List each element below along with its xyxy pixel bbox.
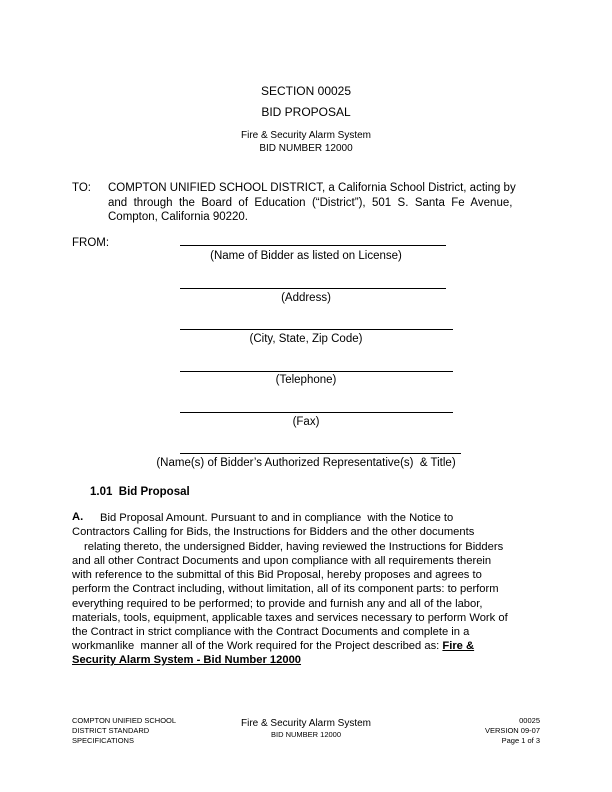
to-address-line-1: COMPTON UNIFIED SCHOOL DISTRICT, a California School District, acting by xyxy=(108,182,516,194)
footer-right xyxy=(440,716,540,746)
representative-line[interactable] xyxy=(180,453,461,454)
paragraph-line: Contractors Calling for Bids, the Instructions for Bidders and the other documents xyxy=(72,526,475,538)
footer-specifications: SPECIFICATIONS xyxy=(72,736,134,745)
footer-section: 00025 xyxy=(519,716,540,725)
fax-line[interactable] xyxy=(180,412,453,413)
footer-project: Fire & Security Alarm System xyxy=(240,718,372,729)
bidder-name-line[interactable] xyxy=(180,245,446,246)
telephone-caption: (Telephone) xyxy=(275,374,337,386)
section-heading: 1.01 Bid Proposal xyxy=(90,486,190,498)
paragraph-text: workmanlike manner all of the Work required for the Project described as: xyxy=(72,640,443,652)
footer-center xyxy=(200,718,412,740)
paragraph-line: everything required to be performed; to provide and furnish any and all of the labor, xyxy=(72,598,483,610)
footer-version: VERSION 09-07 xyxy=(484,726,540,735)
section-number: SECTION 00025 xyxy=(260,84,352,98)
footer-left xyxy=(72,716,176,746)
page-title: BID PROPOSAL xyxy=(261,105,351,119)
paragraph-line-last xyxy=(72,639,542,653)
to-address-line-2: and through the Board of Education (“District”), 501 S. Santa Fe Avenue, xyxy=(108,197,513,209)
footer-bid-number: BID NUMBER 12000 xyxy=(270,730,342,739)
paragraph-marker: A. xyxy=(72,511,84,523)
footer-district: COMPTON UNIFIED SCHOOL xyxy=(72,716,177,725)
city-state-zip-line[interactable] xyxy=(180,329,453,330)
project-emphasis: Fire & xyxy=(442,640,475,652)
paragraph-line: with reference to the submittal of this Bid Proposal, hereby proposes and agrees to xyxy=(72,569,482,581)
bidder-name-caption: (Name of Bidder as listed on License) xyxy=(210,250,402,262)
bid-number: BID NUMBER 12000 xyxy=(259,143,353,154)
paragraph-line: relating thereto, the undersigned Bidder, having reviewed the Instructions for Bidders xyxy=(84,541,504,553)
address-caption: (Address) xyxy=(281,292,331,304)
from-label: FROM: xyxy=(72,237,110,249)
paragraph-line xyxy=(72,653,542,667)
paragraph-line: and all other Contract Documents and upon compliance with all requirements therein xyxy=(72,555,492,567)
address-line[interactable] xyxy=(180,288,446,289)
representative-caption: (Name(s) of Bidder’s Authorized Representative(s) & Title) xyxy=(156,457,456,469)
paragraph-line: materials, tools, equipment, applicable taxes and services necessary to perform Work of xyxy=(72,612,508,624)
footer-page-number: Page 1 of 3 xyxy=(501,736,540,745)
footer-standard: DISTRICT STANDARD xyxy=(72,726,150,735)
telephone-line[interactable] xyxy=(180,371,453,372)
city-state-zip-caption: (City, State, Zip Code) xyxy=(249,333,363,345)
project-emphasis: Security Alarm System - Bid Number 12000 xyxy=(72,654,302,666)
to-address-line-3: Compton, California 90220. xyxy=(108,211,248,223)
project-name: Fire & Security Alarm System xyxy=(240,130,372,141)
paragraph-line: the Contract in strict compliance with the Contract Documents and complete in a xyxy=(72,626,470,638)
paragraph-line: Bid Proposal Amount. Pursuant to and in compliance with the Notice to xyxy=(100,512,454,524)
paragraph-line: perform the Contract including, without limitation, all of its component parts: to perform xyxy=(72,583,499,595)
fax-caption: (Fax) xyxy=(292,416,320,428)
to-label: TO: xyxy=(72,182,91,194)
